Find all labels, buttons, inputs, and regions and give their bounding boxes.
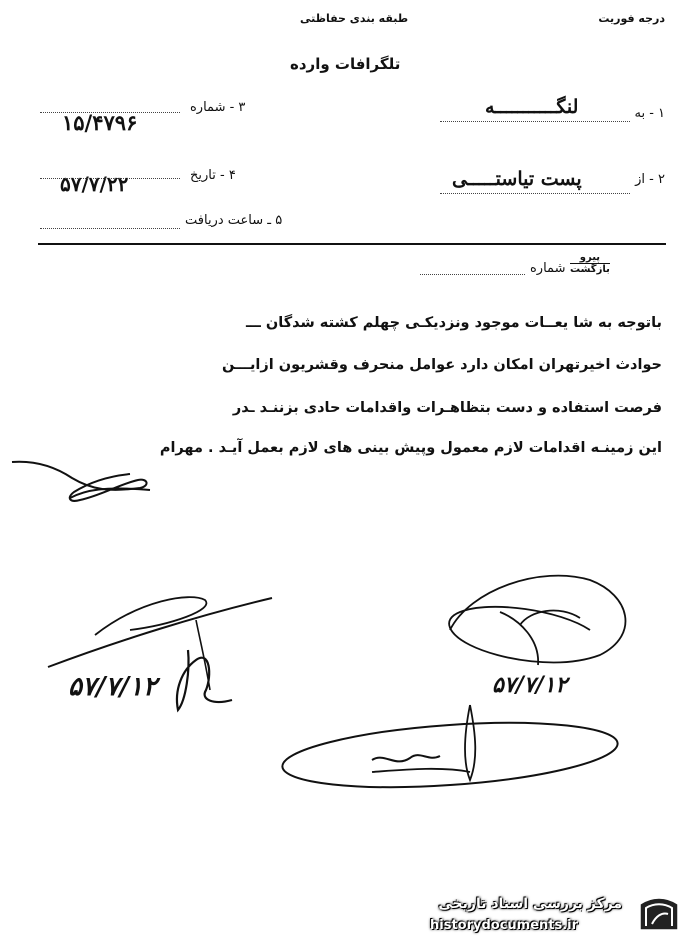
from-value: پست تیاستـــــی bbox=[452, 168, 582, 190]
body-line-1: باتوجه به شا یعــات موجود ونزدیکـی چهلم کشته شدگان ـــ bbox=[245, 315, 662, 331]
bottom-signature-underline bbox=[372, 769, 470, 772]
left-signature-stem bbox=[196, 620, 210, 690]
body-line-4: این زمینـه اقدامات لازم معمول وپیش بینی های لازم بعمل آیـد . مهرام bbox=[159, 440, 662, 456]
bottom-ellipse-signature bbox=[280, 713, 619, 796]
classification-label: طبقه بندی حفاظتی bbox=[300, 12, 409, 25]
from-label: ۲ - از bbox=[635, 172, 665, 187]
watermark-url: historydocuments.ir bbox=[430, 918, 579, 933]
body-line-3: فرصت استفاده و دست بتظاهـرات واقدامات حادی بزننـد ـدر bbox=[232, 400, 662, 416]
watermark-name: مرکز بررسی اسناد تاریخی bbox=[438, 896, 622, 912]
number-label: ۳ - شماره bbox=[190, 100, 246, 115]
right-handwritten-date: ۵۷/۷/۱۲ bbox=[492, 672, 568, 698]
ref-number-label: شماره bbox=[530, 261, 566, 276]
to-label: ۱ - به bbox=[634, 106, 665, 121]
followup-label: پیرو bbox=[579, 252, 601, 263]
date-label: ۴ - تاریخ bbox=[190, 168, 236, 183]
body-signature-scribble bbox=[12, 462, 147, 501]
left-handwritten-date: ۵۷/۷/۱۲ bbox=[68, 672, 157, 702]
reply-label: بازگشت bbox=[570, 264, 610, 275]
bottom-signature-stem bbox=[465, 705, 475, 780]
urgency-label: درجه فوریت bbox=[598, 12, 665, 25]
date-value: ۵۷/۷/۲۲ bbox=[60, 172, 129, 196]
to-value: لنگـــــــــــه bbox=[485, 96, 579, 118]
left-loop-stroke bbox=[95, 597, 206, 635]
form-title: تلگرافات وارده bbox=[290, 55, 401, 73]
left-diagonal-stroke bbox=[48, 598, 272, 667]
receipt-time-label: ۵ ـ ساعت دریافت bbox=[185, 213, 283, 228]
body-line-2: حوادث اخیرتهران امکان دارد عوامل منحرف وقشریون ازایـــن bbox=[222, 357, 662, 373]
bottom-signature-scribble bbox=[372, 755, 440, 761]
number-value: ۱۵/۴۷۹۶ bbox=[62, 110, 138, 135]
archive-logo-icon bbox=[632, 890, 684, 938]
